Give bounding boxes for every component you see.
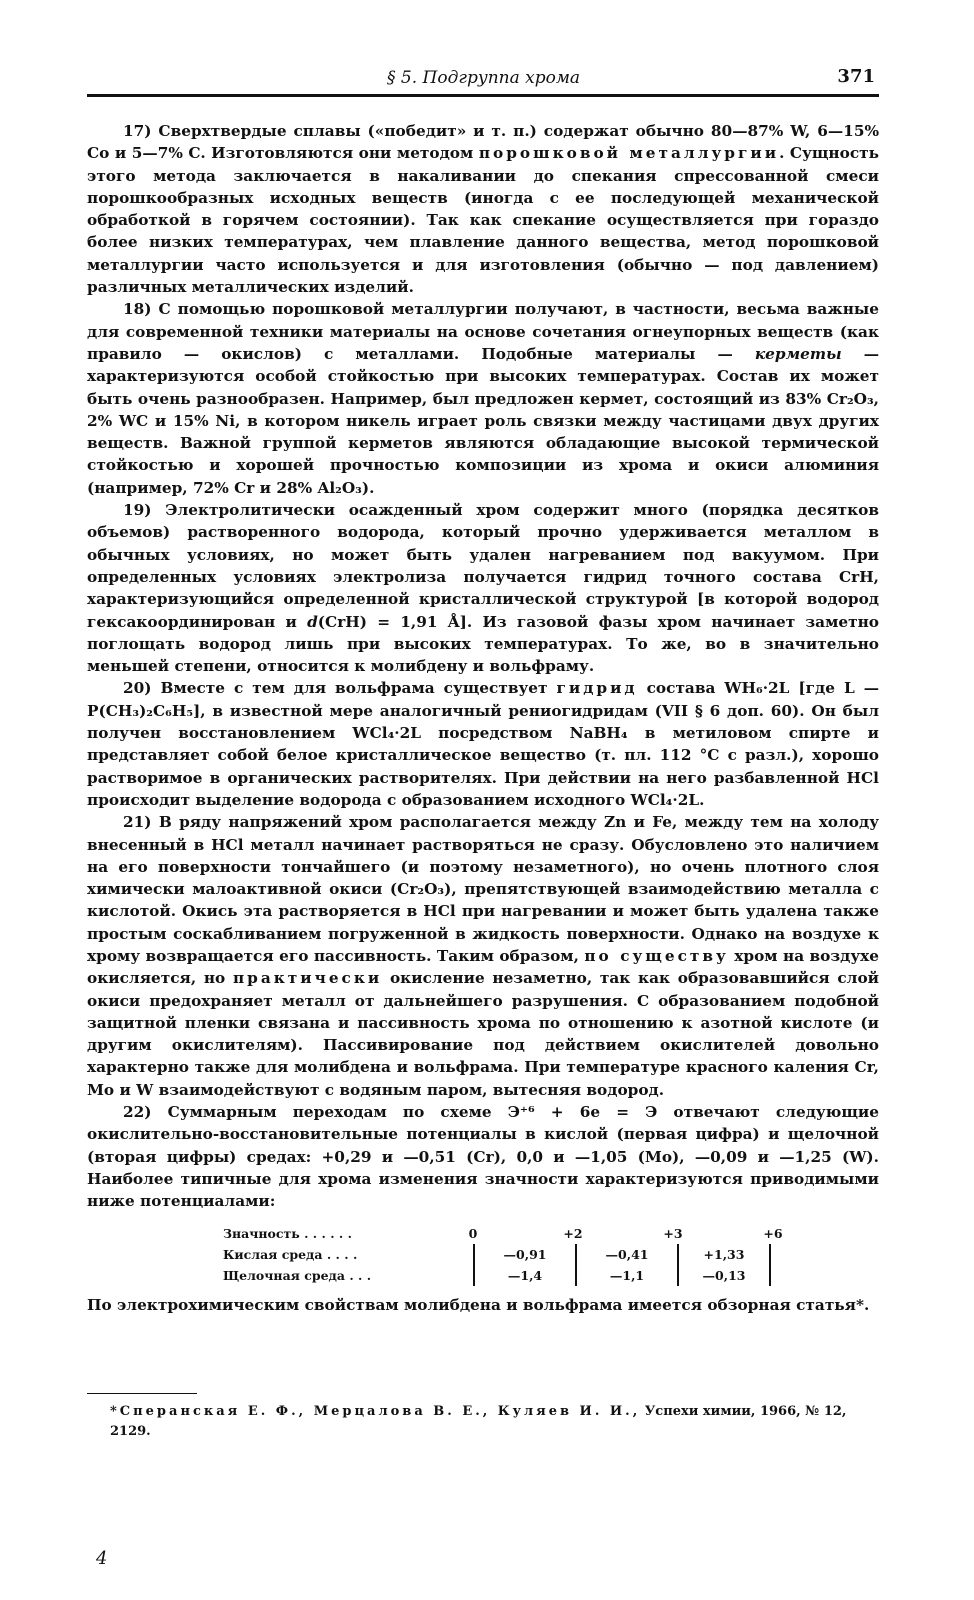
paragraph-number: 20): [123, 679, 152, 698]
italic-term: керметы: [754, 344, 842, 363]
paragraph-text: Электролитически осажденный хром содержит много (порядка десятков объемов) растворенного водорода, который прочно удерживается металлом в обычных условиях, но может быть удален нагреванием под вакуумом. При определенных условиях электролиза получается гидрид точного состава CrH, характеризующийся определенной кристаллической структурой [в которой водород гексакоординирован и: [87, 501, 879, 631]
page-body: [87, 120, 879, 1316]
page-number: 371: [837, 66, 875, 87]
page-mark: 4: [96, 1548, 108, 1569]
paragraph-text: состава WH₆·2L [где L — P(CH₃)₂C₆H₅], в известной мере аналогичный рениогидридам (VII § 6 доп. 60). Он был получен восстановлением WCl₄·2L посредством NaBH₄ в метиловом спирте и представляет собой белое кристаллическое вещество (т. пл. 112 °C с разл.), хорошо растворимое в органических растворителях. При действии на него разбавленной HCl происходит выделение водорода с образованием исходного WCl₄·2L.: [87, 679, 879, 809]
paragraph-text: Вместе с тем для вольфрама существует: [151, 679, 557, 698]
footnote-rule: [87, 1393, 197, 1394]
paragraph-text: (CrH) = 1,91 Å]. Из газовой фазы хром начинает заметно поглощать водород лишь при высоких температурах. То же, во в значительно меньшей степени, относится к молибдену и вольфраму.: [87, 612, 879, 676]
table-header-cell: +3: [663, 1225, 683, 1241]
table-header-cell: +2: [563, 1225, 583, 1241]
potentials-table: [223, 1223, 879, 1286]
paragraph-text: Суммарным переходам по схеме Э⁺⁶ + 6e = Э отвечают следующие окислительно-восстановительные потенциалы в кислой (первая цифра) и щелочной (вторая цифры) средах: +0,29 и —0,51 (Cr), 0,0 и —1,05 (Mo), —0,09 и —1,25 (W). Наиболее типичные для хрома изменения значности характеризуются приводимыми ниже потенциалами:: [87, 1103, 879, 1211]
paragraph-21: [87, 811, 879, 1101]
table-header-row: [223, 1223, 879, 1244]
paragraph-text: хром на воздухе окисляется, но: [87, 946, 879, 988]
table-header-cell: +6: [763, 1225, 783, 1241]
paragraph-number: 21): [123, 813, 152, 832]
paragraph-number: 17): [123, 122, 152, 140]
italic-term: d: [307, 612, 318, 631]
spaced-term: практически: [232, 969, 383, 988]
table-cell: —1,1: [575, 1265, 677, 1286]
table-row: [223, 1244, 879, 1265]
closing-line: По электрохимическим свойствам молибдена и вольфрама имеется обзорная статья*.: [87, 1295, 870, 1314]
paragraph-20: [87, 677, 879, 811]
paragraph-text: Сверхтвердые сплавы («победит» и т. п.) содержат обычно 80—87% W, 6—15% Co и 5—7% C. Изготовляются они методом: [87, 122, 879, 163]
table-row-label: Кислая среда . . . .: [223, 1246, 358, 1262]
table-row: [223, 1265, 879, 1286]
paragraph-18: [87, 298, 879, 499]
paragraph-number: 22): [123, 1103, 152, 1122]
table-header-cell: 0: [468, 1225, 478, 1241]
paragraph-22: [87, 1101, 879, 1212]
paragraph-text: — характеризуются особой стойкостью при высоких температурах. Состав их может быть очень разнообразен. Например, был предложен кермет, состоящий из 83% Cr₂O₃, 2% WC и 15% Ni, в котором никель играет роль связки между частицами двух других веществ. Важной группой керметов являются обладающие высокой термической стойкостью и хорошей прочностью композиции из хрома и окиси алюминия (например, 72% Cr и 28% Al₂O₃).: [87, 344, 880, 497]
paragraph-19: [87, 499, 879, 677]
spaced-term: порошковой металлургии: [478, 144, 780, 163]
paragraph-text: . Сущность этого метода заключается в накаливании до спекания спрессованной смеси порошкообразных исходных веществ (иногда с ее последующей механической обработкой в горячем состоянии). Так как спекание осуществляется при гораздо более низких температурах, чем плавление данного вещества, метод порошковой металлургии часто используется и для изготовления (обычно — под давлением) различных металлических изделий.: [87, 144, 880, 297]
footnote-source: Успехи химии, 1966, № 12, 2129.: [110, 1404, 847, 1439]
page-header: [87, 62, 879, 97]
spaced-term: по существу: [584, 946, 729, 965]
table-cell: —0,13: [677, 1265, 771, 1286]
table-row-label: Щелочная среда . . .: [223, 1267, 372, 1283]
table-cell: +1,33: [677, 1244, 771, 1265]
paragraph-text: окисление незаметно, так как образовавшийся слой окиси предохраняет металл от дальнейшего разрушения. С образованием подобной защитной пленки связана и пассивность хрома по отношению к азотной кислоте (и другим окислителям). Пассивирование под действием окислителей довольно характерно также для молибдена и вольфрама. При температуре красного каления Cr, Mo и W взаимодействуют с водяным паром, вытесняя водород.: [87, 969, 879, 1099]
footnote: [110, 1402, 880, 1442]
paragraph-text: В ряду напряжений хром располагается между Zn и Fe, между тем на холоду внесенный в HCl металл начинает растворяться не сразу. Обусловлено это наличием на его поверхности тончайшего (и поэтому незаметного), но очень плотного слоя химически малоактивной окиси (Cr₂O₃), препятствующей взаимодействию металла с кислотой. Окись эта растворяется в HCl при нагревании и может быть удалена также простым соскабливанием погруженной в жидкость поверхности. Однако на воздухе к хрому возвращается его пассивность. Таким образом,: [87, 813, 879, 965]
table-cell: —0,41: [575, 1244, 677, 1265]
spaced-term: гидрид: [556, 679, 638, 698]
table-cell: —1,4: [473, 1265, 575, 1286]
table-header-label: Значность . . . . . .: [223, 1225, 352, 1241]
table-cell: —0,91: [473, 1244, 575, 1265]
paragraph-number: 19): [123, 501, 152, 520]
paragraph-17: [87, 120, 879, 298]
footnote-authors: *Сперанская Е. Ф., Мерцалова В. Е., Куляев И. И.,: [110, 1404, 641, 1419]
running-title: § 5. Подгруппа хрома: [387, 68, 581, 88]
paragraph-number: 18): [123, 300, 152, 319]
paragraph-text: С помощью порошковой металлургии получают, в частности, весьма важные для современной техники материалы на основе сочетания огнеупорных веществ (как правило — окислов) с металлами. Подобные материалы —: [87, 300, 879, 363]
